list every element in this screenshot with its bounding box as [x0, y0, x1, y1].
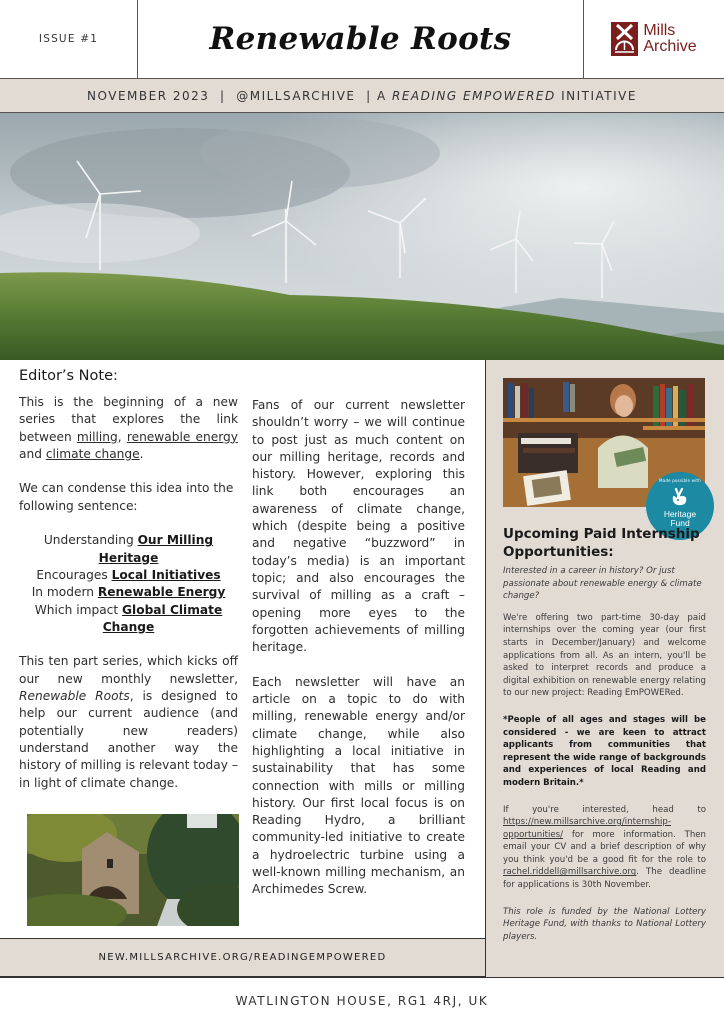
- heritage-fund-badge: Made possible with Heritage Fund: [646, 472, 714, 540]
- milling-link[interactable]: milling: [76, 429, 118, 444]
- heritage-fund-label: Heritage Fund: [663, 509, 697, 528]
- internship-details: [503, 565, 706, 952]
- contact-email-link[interactable]: rachel.riddell@millsarchive.org: [503, 867, 637, 878]
- internship-heading: Upcoming Paid Internship Opportunities:: [503, 526, 700, 560]
- fans-paragraph: Fans of our current newsletter shouldn’t worry – we will continue to post just as much content on our milling heritage, records and history. However, exploring this link both encourages an awareness of climate change, which (despite being a positive and negative “buzzword” in today’s media) is an important topic; and also encourages the survival of milling as a craft – opening more eyes to the forgotten achievements of milling heritage.: [252, 398, 465, 655]
- dateline-text: NOVEMBER 2023 | @MILLSARCHIVE | A: [87, 88, 393, 103]
- mills-archive-logo[interactable]: [583, 0, 724, 78]
- editors-note-column-1: [19, 394, 238, 809]
- series-paragraph: This ten part series, which kicks off our new monthly newsletter, Renewable Roots, is designed to help our current audience (and potentially new readers) understand another way the history of milling is relevant today – in light of climate change.: [19, 654, 238, 790]
- newsletter-title: Renewable Roots: [209, 21, 512, 57]
- renewable-energy-link[interactable]: renewable energy: [126, 429, 239, 444]
- watermill-photo: [27, 814, 239, 926]
- internship-offer: We're offering two part-time 30-day paid internships over the coming year (our first starts in December/January) and welcome applications from all. As an intern, you'll be asked to interpret records and produce a digital exhibition on renewable energy relating to our new project: Reading EmPOWERed.: [503, 612, 706, 699]
- how-to-apply: If you're interested, head to https://new.millsarchive.org/internship-opportunities/ for more information. Then email your CV and a brief description of why you think you'd be a good fit for the role to rachel.riddell@millsarchive.org. The deadline for applications is 30th November.: [503, 804, 706, 891]
- inclusion-statement: *People of all ages and stages will be considered - we are keen to attract applicants from communities that represent the wide range of backgrounds and experiences of local Reading and modern Britain.*: [503, 714, 706, 788]
- internship-url-link[interactable]: https://new.millsarchive.org/internship-opportunities/: [503, 817, 671, 840]
- reading-empowered-link[interactable]: NEW.MILLSARCHIVE.ORG/READINGEMPOWERED: [0, 938, 485, 977]
- condense-paragraph: We can condense this idea into the following sentence:: [19, 481, 234, 513]
- issue-number: ISSUE #1: [0, 0, 138, 78]
- logo-wordmark: Mills Archive: [643, 22, 697, 55]
- intro-paragraph: This is the beginning of a new series that explores the link between milling, renewable energy and climate change.: [19, 395, 239, 461]
- masthead: [0, 0, 724, 78]
- each-newsletter-paragraph: Each newsletter will have an article on a topic to do with milling, renewable energy and/or climate change, while also highlighting a local initiative in sustainability that has some connection with mills or milling history. Our first local focus is on Reading Hydro, a brilliant community-led initiative to create a hydroelectric turbine using a well-known milling mechanism, an Archimedes Screw.: [252, 674, 465, 897]
- key-sentence: Understanding Our Milling Heritage Encourages Local Initiatives In modern Renewable Energy Which impact Global Climate Change: [31, 533, 226, 634]
- footer-address: WATLINGTON HOUSE, RG1 4RJ, UK: [0, 977, 724, 1024]
- funding-acknowledgement: This role is funded by the National Lottery Heritage Fund, with thanks to National Lottery players.: [503, 906, 706, 942]
- editors-note-column-2: [252, 397, 465, 916]
- wind-turbines-hero-image: [0, 113, 724, 360]
- dateline-banner: NOVEMBER 2023 | @MILLSARCHIVE | A READING EMPOWERED INITIATIVE: [0, 78, 724, 113]
- dateline-initiative: READING EMPOWERED: [392, 88, 556, 103]
- crossed-fingers-icon: [670, 487, 690, 507]
- climate-change-link[interactable]: climate change: [45, 446, 140, 461]
- editors-note-heading: Editor’s Note:: [19, 368, 118, 384]
- internship-intro: Interested in a career in history? Or just passionate about renewable energy & climate change?: [503, 566, 702, 602]
- windmill-icon: [611, 22, 638, 56]
